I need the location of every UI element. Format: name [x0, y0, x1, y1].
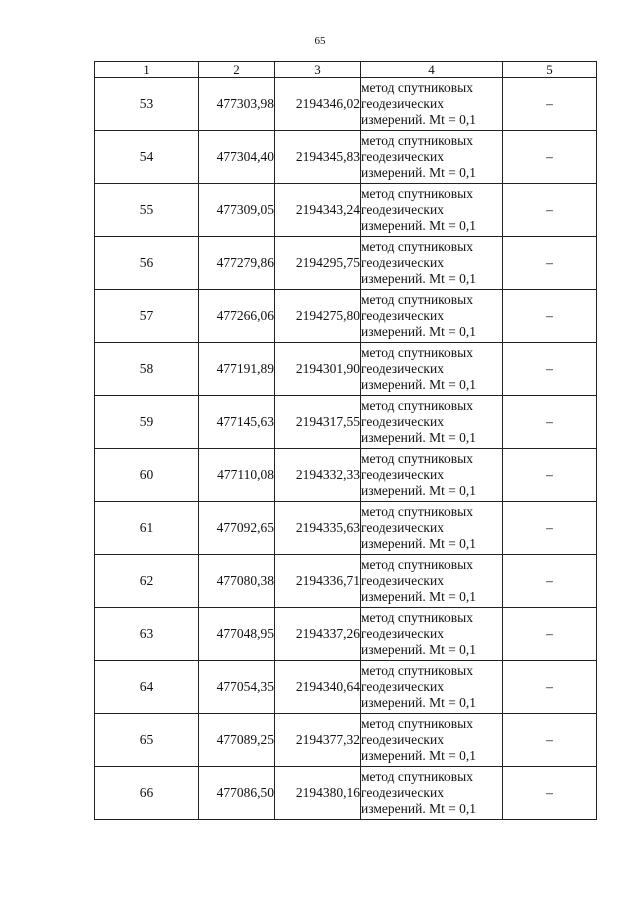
method-line: геодезических: [361, 414, 444, 429]
method-line: измерений. Mt = 0,1: [361, 801, 477, 816]
method-line: геодезических: [361, 679, 444, 694]
point-number-cell: 66: [95, 767, 199, 820]
column-header: 3: [275, 62, 361, 78]
method-line: геодезических: [361, 573, 444, 588]
table-row: [95, 661, 597, 714]
method-line: измерений. Mt = 0,1: [361, 536, 477, 551]
point-number-cell: 59: [95, 396, 199, 449]
column-5-cell: –: [503, 502, 597, 555]
table-row: [95, 78, 597, 131]
method-line: геодезических: [361, 308, 444, 323]
method-line: измерений. Mt = 0,1: [361, 483, 477, 498]
x-coordinate-cell: 477080,38: [199, 555, 275, 608]
column-header: 5: [503, 62, 597, 78]
column-5-cell: –: [503, 290, 597, 343]
method-line: метод спутниковых: [361, 398, 473, 413]
y-coordinate-cell: 2194317,55: [275, 396, 361, 449]
table-row: [95, 290, 597, 343]
method-cell: [361, 131, 503, 184]
y-coordinate-cell: 2194343,24: [275, 184, 361, 237]
method-line: метод спутниковых: [361, 80, 473, 95]
method-line: измерений. Mt = 0,1: [361, 695, 477, 710]
method-line: измерений. Mt = 0,1: [361, 642, 477, 657]
column-5-cell: –: [503, 449, 597, 502]
method-line: метод спутниковых: [361, 239, 473, 254]
method-cell: [361, 78, 503, 131]
column-header: 4: [361, 62, 503, 78]
x-coordinate-cell: 477279,86: [199, 237, 275, 290]
x-coordinate-cell: 477266,06: [199, 290, 275, 343]
table-row: [95, 396, 597, 449]
table-row: [95, 343, 597, 396]
x-coordinate-cell: 477191,89: [199, 343, 275, 396]
method-cell: [361, 237, 503, 290]
column-5-cell: –: [503, 767, 597, 820]
point-number-cell: 53: [95, 78, 199, 131]
y-coordinate-cell: 2194377,32: [275, 714, 361, 767]
point-number-cell: 62: [95, 555, 199, 608]
method-line: измерений. Mt = 0,1: [361, 112, 477, 127]
point-number-cell: 60: [95, 449, 199, 502]
y-coordinate-cell: 2194380,16: [275, 767, 361, 820]
method-line: геодезических: [361, 149, 444, 164]
x-coordinate-cell: 477089,25: [199, 714, 275, 767]
point-number-cell: 55: [95, 184, 199, 237]
method-line: геодезических: [361, 202, 444, 217]
method-line: метод спутниковых: [361, 133, 473, 148]
method-line: измерений. Mt = 0,1: [361, 589, 477, 604]
method-line: метод спутниковых: [361, 292, 473, 307]
y-coordinate-cell: 2194295,75: [275, 237, 361, 290]
method-line: измерений. Mt = 0,1: [361, 218, 477, 233]
point-number-cell: 58: [95, 343, 199, 396]
y-coordinate-cell: 2194335,63: [275, 502, 361, 555]
y-coordinate-cell: 2194337,26: [275, 608, 361, 661]
y-coordinate-cell: 2194340,64: [275, 661, 361, 714]
table-header: [95, 62, 597, 78]
method-cell: [361, 555, 503, 608]
point-number-cell: 64: [95, 661, 199, 714]
column-5-cell: –: [503, 608, 597, 661]
point-number-cell: 63: [95, 608, 199, 661]
point-number-cell: 57: [95, 290, 199, 343]
point-number-cell: 54: [95, 131, 199, 184]
method-line: геодезических: [361, 785, 444, 800]
column-5-cell: –: [503, 343, 597, 396]
table-row: [95, 449, 597, 502]
point-number-cell: 65: [95, 714, 199, 767]
method-cell: [361, 714, 503, 767]
method-cell: [361, 343, 503, 396]
method-line: метод спутниковых: [361, 663, 473, 678]
method-cell: [361, 502, 503, 555]
method-line: метод спутниковых: [361, 186, 473, 201]
column-5-cell: –: [503, 555, 597, 608]
method-cell: [361, 608, 503, 661]
table-row: [95, 502, 597, 555]
column-5-cell: –: [503, 184, 597, 237]
table-row: [95, 714, 597, 767]
method-line: геодезических: [361, 96, 444, 111]
table-row: [95, 184, 597, 237]
method-line: метод спутниковых: [361, 504, 473, 519]
column-5-cell: –: [503, 396, 597, 449]
method-line: измерений. Mt = 0,1: [361, 165, 477, 180]
method-line: метод спутниковых: [361, 557, 473, 572]
table-row: [95, 555, 597, 608]
method-line: геодезических: [361, 255, 444, 270]
header-row: [95, 62, 597, 78]
method-line: измерений. Mt = 0,1: [361, 748, 477, 763]
x-coordinate-cell: 477092,65: [199, 502, 275, 555]
column-5-cell: –: [503, 661, 597, 714]
y-coordinate-cell: 2194301,90: [275, 343, 361, 396]
x-coordinate-cell: 477086,50: [199, 767, 275, 820]
method-cell: [361, 396, 503, 449]
method-line: измерений. Mt = 0,1: [361, 271, 477, 286]
y-coordinate-cell: 2194346,02: [275, 78, 361, 131]
method-cell: [361, 290, 503, 343]
point-number-cell: 61: [95, 502, 199, 555]
x-coordinate-cell: 477054,35: [199, 661, 275, 714]
column-5-cell: –: [503, 78, 597, 131]
page-number: 65: [314, 35, 326, 47]
table-row: [95, 131, 597, 184]
method-line: метод спутниковых: [361, 345, 473, 360]
method-cell: [361, 449, 503, 502]
column-header: 2: [199, 62, 275, 78]
method-line: геодезических: [361, 520, 444, 535]
y-coordinate-cell: 2194345,83: [275, 131, 361, 184]
point-number-cell: 56: [95, 237, 199, 290]
column-5-cell: –: [503, 131, 597, 184]
y-coordinate-cell: 2194275,80: [275, 290, 361, 343]
method-cell: [361, 184, 503, 237]
method-cell: [361, 661, 503, 714]
column-5-cell: –: [503, 237, 597, 290]
x-coordinate-cell: 477110,08: [199, 449, 275, 502]
y-coordinate-cell: 2194336,71: [275, 555, 361, 608]
x-coordinate-cell: 477303,98: [199, 78, 275, 131]
table-body: [95, 78, 597, 820]
method-line: геодезических: [361, 361, 444, 376]
table-row: [95, 237, 597, 290]
method-line: геодезических: [361, 732, 444, 747]
method-line: метод спутниковых: [361, 610, 473, 625]
method-line: измерений. Mt = 0,1: [361, 324, 477, 339]
y-coordinate-cell: 2194332,33: [275, 449, 361, 502]
x-coordinate-cell: 477145,63: [199, 396, 275, 449]
method-line: измерений. Mt = 0,1: [361, 377, 477, 392]
x-coordinate-cell: 477309,05: [199, 184, 275, 237]
method-line: метод спутниковых: [361, 769, 473, 784]
method-line: геодезических: [361, 467, 444, 482]
table-row: [95, 767, 597, 820]
table-row: [95, 608, 597, 661]
method-cell: [361, 767, 503, 820]
x-coordinate-cell: 477048,95: [199, 608, 275, 661]
method-line: геодезических: [361, 626, 444, 641]
method-line: метод спутниковых: [361, 716, 473, 731]
column-header: 1: [95, 62, 199, 78]
method-line: метод спутниковых: [361, 451, 473, 466]
x-coordinate-cell: 477304,40: [199, 131, 275, 184]
method-line: измерений. Mt = 0,1: [361, 430, 477, 445]
column-5-cell: –: [503, 714, 597, 767]
coordinates-table: [94, 61, 597, 820]
